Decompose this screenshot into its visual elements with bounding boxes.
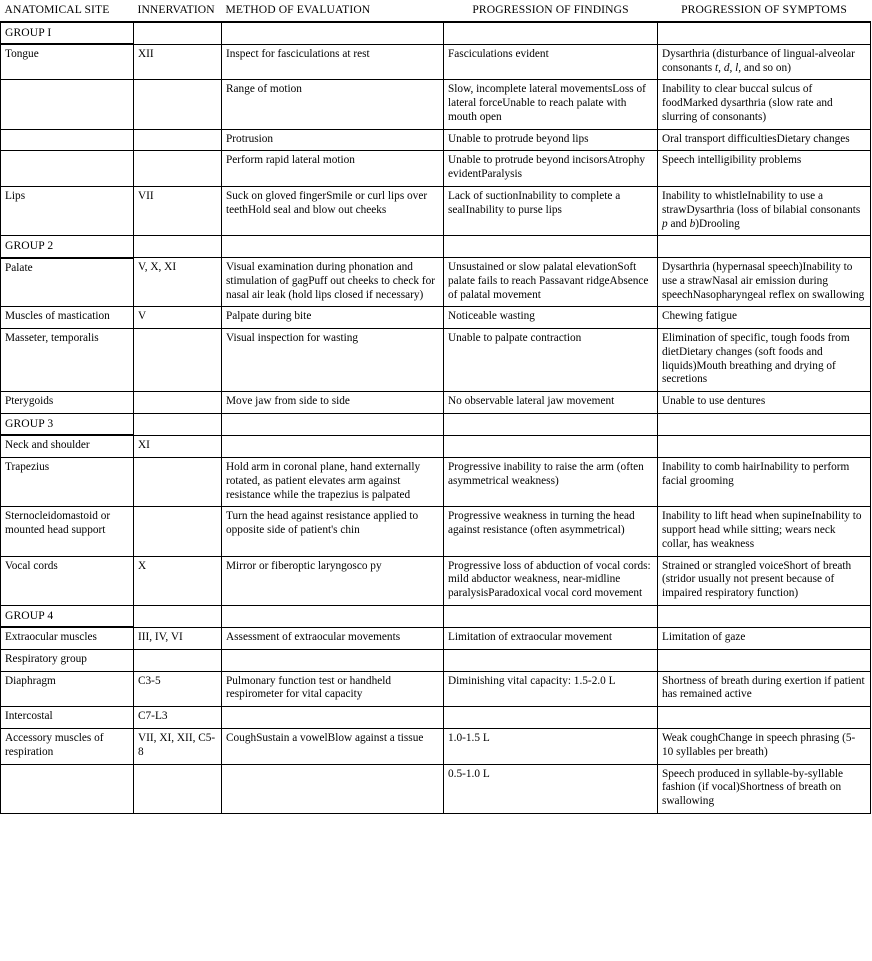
- cell-r19-c0: Diaphragm: [1, 671, 134, 707]
- group-label: GROUP 3: [1, 414, 134, 436]
- cell-r9-c2: Visual inspection for wasting: [222, 329, 444, 392]
- table-row: [1, 707, 871, 729]
- cell-r7-c2: Visual examination during phonation and stimulation of gagPuff out cheeks to check for nasal air leak (hold lips closed if necessary): [222, 258, 444, 307]
- column-header-0: ANATOMICAL SITE: [1, 0, 134, 22]
- cell-r2-c4: Inability to clear buccal sulcus of foodMarked dysarthria (slow rate and slurring of consonants): [658, 80, 871, 129]
- group-heading-row: [1, 236, 871, 258]
- cell-r22-c1: [134, 764, 222, 813]
- cell-r7-c4: Dysarthria (hypernasal speech)Inability to use a strawNasal air emission during speechNasopharyngeal reflex on swallowing: [658, 258, 871, 307]
- cell-r18-c0: Respiratory group: [1, 649, 134, 671]
- cell-r9-c4: Elimination of specific, tough foods from dietDietary changes (soft foods and liquids)Mouth breathing and drying of secretions: [658, 329, 871, 392]
- column-header-3: PROGRESSION OF FINDINGS: [444, 0, 658, 22]
- cell-r13-c1: [134, 457, 222, 506]
- table-row: [1, 258, 871, 307]
- cell-r14-c2: Turn the head against resistance applied to opposite side of patient's chin: [222, 507, 444, 556]
- group-row-filler: [222, 606, 444, 628]
- group-row-filler: [444, 22, 658, 44]
- cell-r15-c0: Vocal cords: [1, 556, 134, 605]
- cell-r22-c0: [1, 764, 134, 813]
- cell-r2-c2: Range of motion: [222, 80, 444, 129]
- cell-r8-c4: Chewing fatigue: [658, 307, 871, 329]
- cell-r7-c1: V, X, XI: [134, 258, 222, 307]
- cell-r20-c2: [222, 707, 444, 729]
- cell-r17-c4: Limitation of gaze: [658, 627, 871, 649]
- column-header-1: INNERVATION: [134, 0, 222, 22]
- cell-r21-c4: Weak coughChange in speech phrasing (5-10 syllables per breath): [658, 729, 871, 765]
- cell-r4-c0: [1, 151, 134, 187]
- group-row-filler: [444, 414, 658, 436]
- table-body: [1, 22, 871, 813]
- cell-r13-c2: Hold arm in coronal plane, hand externally rotated, as patient elevates arm against resistance while the trapezius is palpated: [222, 457, 444, 506]
- cell-r3-c4: Oral transport difficultiesDietary changes: [658, 129, 871, 151]
- table-row: [1, 44, 871, 80]
- cell-r1-c2: Inspect for fasciculations at rest: [222, 44, 444, 80]
- column-header-4: PROGRESSION OF SYMPTOMS: [658, 0, 871, 22]
- table-row: [1, 627, 871, 649]
- group-row-filler: [658, 22, 871, 44]
- cell-r15-c2: Mirror or fiberoptic laryngosco py: [222, 556, 444, 605]
- cell-r12-c4: [658, 435, 871, 457]
- cell-r20-c3: [444, 707, 658, 729]
- cell-r18-c2: [222, 649, 444, 671]
- cell-r2-c1: [134, 80, 222, 129]
- cell-r8-c0: Muscles of mastication: [1, 307, 134, 329]
- cell-r21-c0: Accessory muscles of respiration: [1, 729, 134, 765]
- cell-r18-c1: [134, 649, 222, 671]
- group-row-filler: [658, 236, 871, 258]
- cell-r12-c0: Neck and shoulder: [1, 435, 134, 457]
- cell-r3-c3: Unable to protrude beyond lips: [444, 129, 658, 151]
- cell-r7-c0: Palate: [1, 258, 134, 307]
- group-heading-row: [1, 22, 871, 44]
- group-heading-row: [1, 414, 871, 436]
- table-row: [1, 507, 871, 556]
- cell-r8-c1: V: [134, 307, 222, 329]
- cell-r18-c4: [658, 649, 871, 671]
- cell-r17-c0: Extraocular muscles: [1, 627, 134, 649]
- cell-r17-c1: III, IV, VI: [134, 627, 222, 649]
- cell-r3-c0: [1, 129, 134, 151]
- table-row: [1, 307, 871, 329]
- cell-r4-c1: [134, 151, 222, 187]
- group-label: GROUP 4: [1, 606, 134, 628]
- table-row: [1, 649, 871, 671]
- cell-r3-c1: [134, 129, 222, 151]
- group-row-filler: [134, 236, 222, 258]
- group-row-filler: [444, 236, 658, 258]
- cell-r14-c4: Inability to lift head when supineInability to support head while sitting; wears neck collar, has weakness: [658, 507, 871, 556]
- cell-r5-c0: Lips: [1, 187, 134, 236]
- group-row-filler: [222, 22, 444, 44]
- cell-r2-c0: [1, 80, 134, 129]
- cell-r8-c2: Palpate during bite: [222, 307, 444, 329]
- cell-r10-c3: No observable lateral jaw movement: [444, 392, 658, 414]
- cell-r14-c1: [134, 507, 222, 556]
- cell-r5-c2: Suck on gloved fingerSmile or curl lips over teethHold seal and blow out cheeks: [222, 187, 444, 236]
- cell-r9-c1: [134, 329, 222, 392]
- table-row: [1, 435, 871, 457]
- cell-r21-c3: 1.0-1.5 L: [444, 729, 658, 765]
- cell-r12-c2: [222, 435, 444, 457]
- group-row-filler: [444, 606, 658, 628]
- table-row: [1, 671, 871, 707]
- cell-r2-c3: Slow, incomplete lateral movementsLoss of lateral forceUnable to reach palate with mouth open: [444, 80, 658, 129]
- table-header-row: [1, 0, 871, 22]
- cell-r18-c3: [444, 649, 658, 671]
- cell-r10-c1: [134, 392, 222, 414]
- group-heading-row: [1, 606, 871, 628]
- cell-r15-c4: Strained or strangled voiceShort of breath (stridor usually not present because of impaired respiratory function): [658, 556, 871, 605]
- cell-r7-c3: Unsustained or slow palatal elevationSoft palate fails to reach Passavant ridgeAbsence of palatal movement: [444, 258, 658, 307]
- table-row: [1, 764, 871, 813]
- group-row-filler: [658, 606, 871, 628]
- cell-r4-c2: Perform rapid lateral motion: [222, 151, 444, 187]
- table-row: [1, 729, 871, 765]
- cell-r13-c0: Trapezius: [1, 457, 134, 506]
- table-row: [1, 556, 871, 605]
- cell-r19-c4: Shortness of breath during exertion if patient has remained active: [658, 671, 871, 707]
- cell-r20-c1: C7-L3: [134, 707, 222, 729]
- group-row-filler: [658, 414, 871, 436]
- group-row-filler: [134, 414, 222, 436]
- cell-r21-c1: VII, XI, XII, C5-8: [134, 729, 222, 765]
- table-row: [1, 329, 871, 392]
- cell-r3-c2: Protrusion: [222, 129, 444, 151]
- cell-r1-c1: XII: [134, 44, 222, 80]
- cell-r9-c3: Unable to palpate contraction: [444, 329, 658, 392]
- column-header-2: METHOD OF EVALUATION: [222, 0, 444, 22]
- cell-r4-c4: Speech intelligibility problems: [658, 151, 871, 187]
- cell-r14-c0: Sternocleidomastoid or mounted head support: [1, 507, 134, 556]
- cell-r10-c2: Move jaw from side to side: [222, 392, 444, 414]
- cell-r20-c4: [658, 707, 871, 729]
- cell-r8-c3: Noticeable wasting: [444, 307, 658, 329]
- table-row: [1, 80, 871, 129]
- table-row: [1, 151, 871, 187]
- cell-r13-c4: Inability to comb hairInability to perform facial grooming: [658, 457, 871, 506]
- cell-r1-c4: Dysarthria (disturbance of lingual-alveolar consonants t, d, l, and so on): [658, 44, 871, 80]
- cell-r15-c1: X: [134, 556, 222, 605]
- cell-r17-c2: Assessment of extraocular movements: [222, 627, 444, 649]
- group-row-filler: [134, 22, 222, 44]
- cell-r22-c4: Speech produced in syllable-by-syllable fashion (if vocal)Shortness of breath on swallowing: [658, 764, 871, 813]
- cell-r4-c3: Unable to protrude beyond incisorsAtrophy evidentParalysis: [444, 151, 658, 187]
- cell-r1-c0: Tongue: [1, 44, 134, 80]
- cell-r1-c3: Fasciculations evident: [444, 44, 658, 80]
- cell-r17-c3: Limitation of extraocular movement: [444, 627, 658, 649]
- cell-r19-c3: Diminishing vital capacity: 1.5-2.0 L: [444, 671, 658, 707]
- cell-r14-c3: Progressive weakness in turning the head against resistance (often asymmetrical): [444, 507, 658, 556]
- cell-r22-c2: [222, 764, 444, 813]
- cell-r19-c2: Pulmonary function test or handheld respirometer for vital capacity: [222, 671, 444, 707]
- cell-r13-c3: Progressive inability to raise the arm (often asymmetrical weakness): [444, 457, 658, 506]
- cell-r5-c1: VII: [134, 187, 222, 236]
- table-row: [1, 129, 871, 151]
- cell-r12-c1: XI: [134, 435, 222, 457]
- cell-r5-c3: Lack of suctionInability to complete a sealInability to purse lips: [444, 187, 658, 236]
- group-row-filler: [134, 606, 222, 628]
- cell-r9-c0: Masseter, temporalis: [1, 329, 134, 392]
- cell-r20-c0: Intercostal: [1, 707, 134, 729]
- cell-r12-c3: [444, 435, 658, 457]
- table-row: [1, 187, 871, 236]
- table-header: [1, 0, 871, 22]
- group-row-filler: [222, 236, 444, 258]
- table-row: [1, 457, 871, 506]
- group-row-filler: [222, 414, 444, 436]
- cell-r5-c4: Inability to whistleInability to use a strawDysarthria (loss of bilabial consonants p and b)Drooling: [658, 187, 871, 236]
- group-label: GROUP 2: [1, 236, 134, 258]
- cell-r19-c1: C3-5: [134, 671, 222, 707]
- cell-r10-c0: Pterygoids: [1, 392, 134, 414]
- group-label: GROUP I: [1, 22, 134, 44]
- table-row: [1, 392, 871, 414]
- cell-r22-c3: 0.5-1.0 L: [444, 764, 658, 813]
- cell-r15-c3: Progressive loss of abduction of vocal cords: mild abductor weakness, near-midline paralysisParadoxical vocal cord movement: [444, 556, 658, 605]
- cell-r10-c4: Unable to use dentures: [658, 392, 871, 414]
- cell-r21-c2: CoughSustain a vowelBlow against a tissue: [222, 729, 444, 765]
